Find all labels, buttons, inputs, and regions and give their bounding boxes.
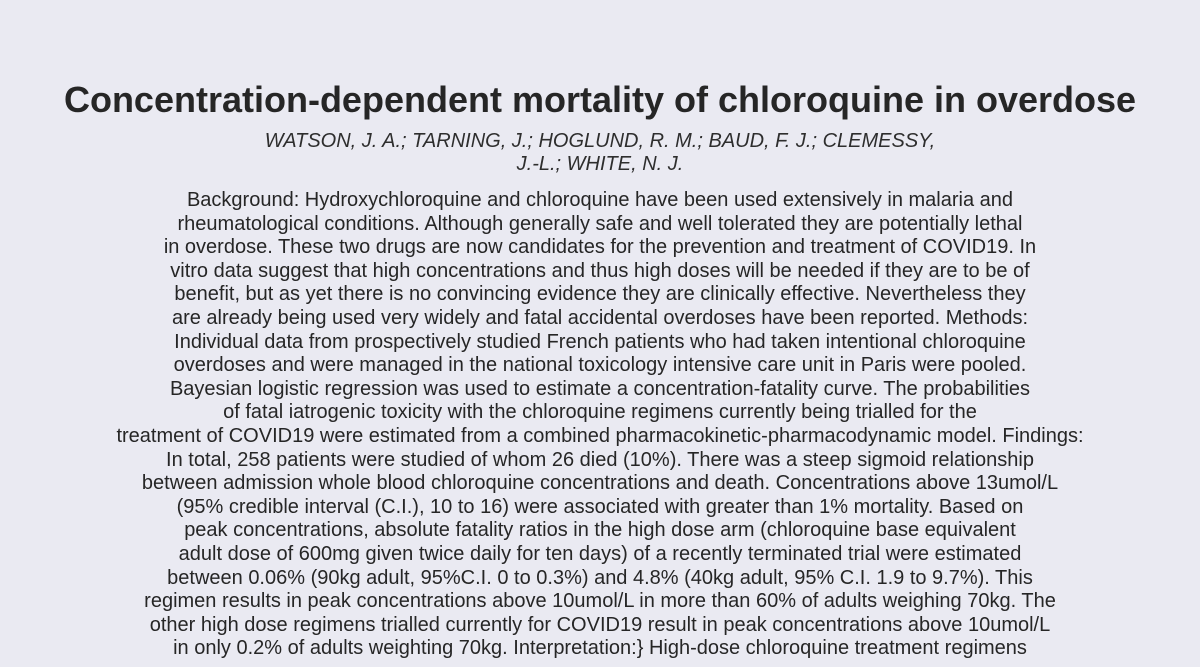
abstract-line: peak concentrations, absolute fatality ratios in the high dose arm (chloroquine base equivalent bbox=[184, 519, 1016, 542]
abstract-line: of fatal iatrogenic toxicity with the chloroquine regimens currently being trialled for the bbox=[223, 401, 977, 424]
abstract-line: overdoses and were managed in the national toxicology intensive care unit in Paris were pooled. bbox=[173, 354, 1027, 377]
abstract-line: in only 0.2% of adults weighting 70kg. Interpretation:} High-dose chloroquine treatment regimens bbox=[173, 637, 1027, 660]
abstract-line: Bayesian logistic regression was used to estimate a concentration-fatality curve. The probabilities bbox=[169, 377, 1031, 400]
abstract-line: Background: Hydroxychloroquine and chloroquine have been used extensively in malaria and bbox=[186, 189, 1014, 211]
author-line: J.-L.; WHITE, N. J. bbox=[516, 153, 684, 175]
paper-title: Concentration-dependent mortality of chloroquine in overdose bbox=[63, 79, 1137, 120]
abstract-line: other high dose regimens trialled currently for COVID19 result in peak concentrations above 10umol/L bbox=[149, 613, 1051, 636]
abstract-line: Individual data from prospectively studied French patients who had taken intentional chloroquine bbox=[174, 330, 1026, 353]
abstract-line: vitro data suggest that high concentrations and thus high doses will be needed if they are to be of bbox=[170, 259, 1030, 282]
abstract-line: between 0.06% (90kg adult, 95%C.I. 0 to 0.3%) and 4.8% (40kg adult, 95% C.I. 1.9 to 9.7%). This bbox=[167, 566, 1033, 589]
abstract-line: between admission whole blood chloroquine concentrations and death. Concentrations above 13umol/L bbox=[141, 472, 1059, 495]
abstract bbox=[0, 189, 1200, 661]
abstract-line: are already being used very widely and fatal accidental overdoses have been reported. Methods: bbox=[171, 306, 1029, 329]
abstract-line: rheumatological conditions. Although generally safe and well tolerated they are potentially lethal bbox=[177, 212, 1023, 235]
abstract-line: regimen results in peak concentrations above 10umol/L in more than 60% of adults weighing 70kg. The bbox=[144, 590, 1056, 613]
author-line: WATSON, J. A.; TARNING, J.; HOGLUND, R. M.; BAUD, F. J.; CLEMESSY, bbox=[264, 130, 936, 152]
author-list bbox=[0, 130, 1200, 176]
abstract-line: (95% credible interval (C.I.), 10 to 16) were associated with greater than 1% mortality. Based on bbox=[176, 495, 1024, 518]
abstract-line: benefit, but as yet there is no convincing evidence they are clinically effective. Nevertheless they bbox=[174, 283, 1026, 306]
abstract-line: treatment of COVID19 were estimated from a combined pharmacokinetic-pharmacodynamic model. Findings: bbox=[116, 424, 1084, 447]
abstract-line: adult dose of 600mg given twice daily for ten days) of a recently terminated trial were estimated bbox=[178, 542, 1022, 565]
abstract-line: In total, 258 patients were studied of whom 26 died (10%). There was a steep sigmoid relationship bbox=[166, 448, 1034, 471]
abstract-line: in overdose. These two drugs are now candidates for the prevention and treatment of COVID19. In bbox=[163, 236, 1037, 259]
